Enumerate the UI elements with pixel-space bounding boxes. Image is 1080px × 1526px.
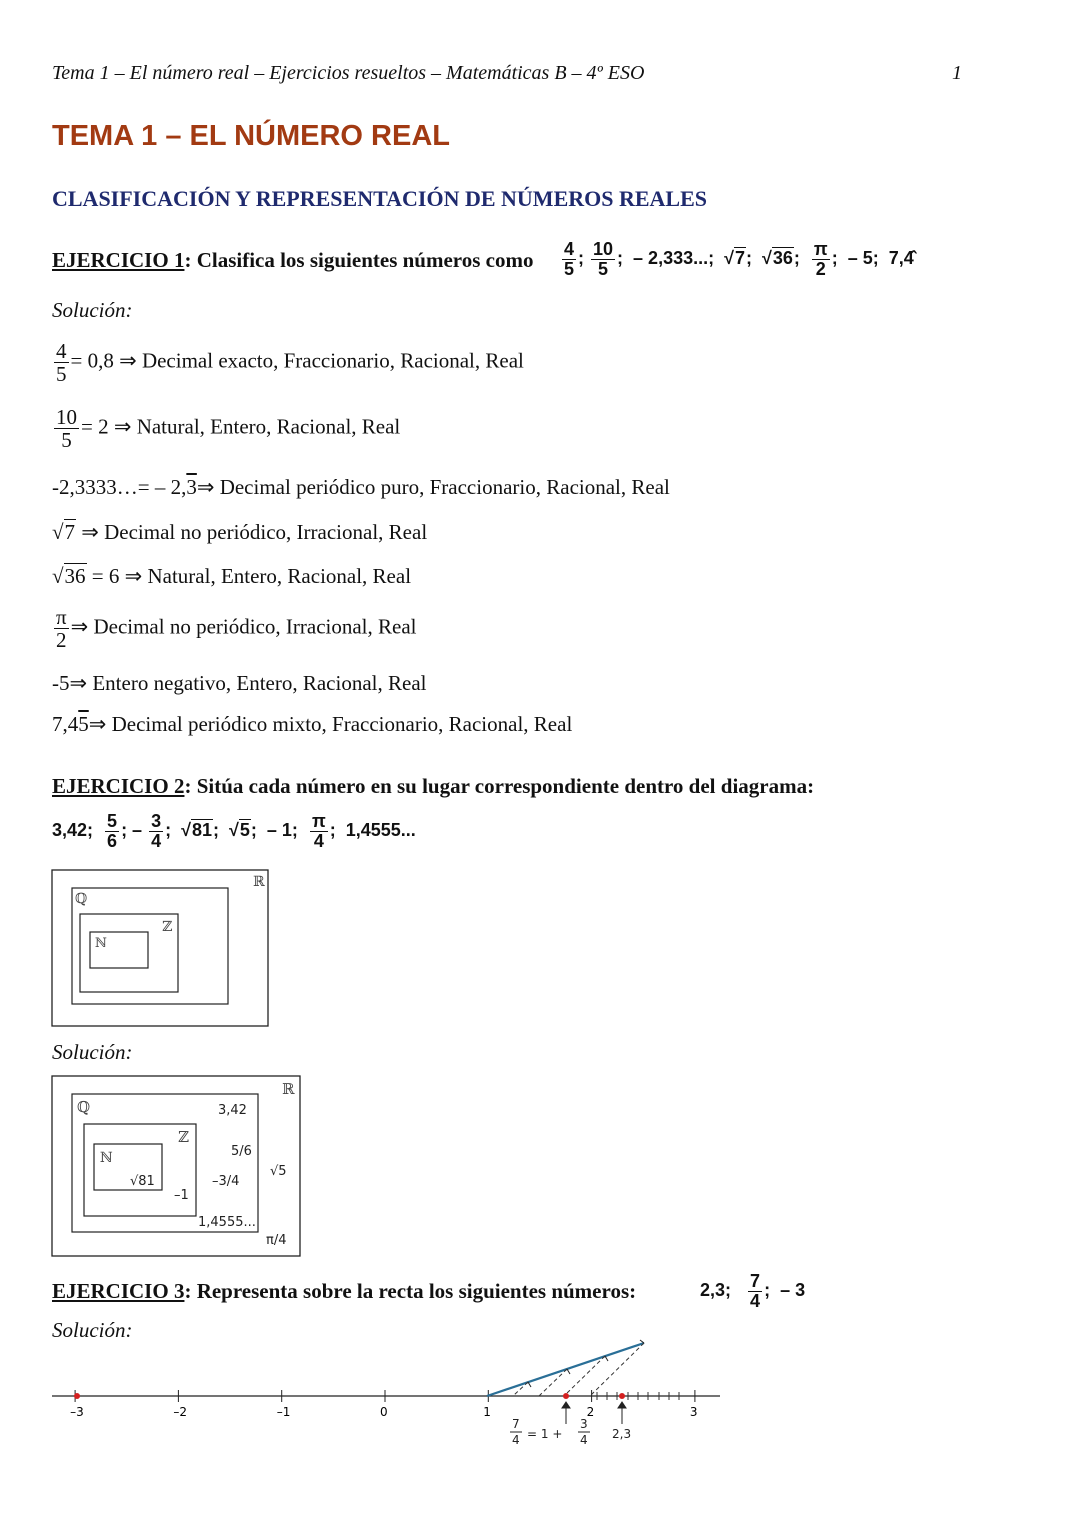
svg-text:3: 3 bbox=[580, 1417, 588, 1431]
point-2-3 bbox=[619, 1393, 625, 1399]
ex1-row-7: -5⇒ Entero negativo, Entero, Racional, Real bbox=[52, 671, 427, 695]
ex1-f1-den: 5 bbox=[564, 258, 575, 279]
tick-label-6: 3 bbox=[689, 1405, 698, 1419]
svg-text:7: 7 bbox=[512, 1417, 520, 1431]
exercise-2-statement bbox=[52, 774, 814, 799]
ex1-last: 7,4̂ bbox=[888, 248, 914, 269]
placed-pi-4: π/4 bbox=[266, 1233, 287, 1248]
exercise-3-label: EJERCICIO 3 bbox=[52, 1279, 185, 1303]
ex1-row-5: √36 = 6 ⇒ Natural, Entero, Racional, Real bbox=[52, 564, 412, 588]
ex1-f1-num: 4 bbox=[564, 239, 575, 259]
exercise-1-statement bbox=[52, 248, 533, 273]
ex1-f2-den: 5 bbox=[598, 258, 609, 279]
svg-text:ℕ: ℕ bbox=[100, 1150, 113, 1166]
tick-label-3: 0 bbox=[380, 1405, 388, 1419]
empty-set-diagram bbox=[50, 868, 272, 1030]
set-R-label: ℝ bbox=[253, 874, 265, 890]
construction-segment bbox=[487, 1343, 644, 1396]
tick-label-5: 2 bbox=[586, 1405, 595, 1419]
ex1-pi-num: π bbox=[813, 239, 828, 259]
exercise-1-label: EJERCICIO 1 bbox=[52, 248, 185, 272]
svg-text:ℚ: ℚ bbox=[77, 1098, 91, 1116]
placed-3-42: 3,42 bbox=[218, 1103, 247, 1118]
exercise-2-prompt: : Sitúa cada número en su lugar correspondiente dentro del diagrama: bbox=[184, 774, 815, 798]
ex1-pi-den: 2 bbox=[815, 258, 826, 279]
tick-label-4: 1 bbox=[483, 1405, 491, 1419]
svg-text:ℝ: ℝ bbox=[282, 1080, 295, 1098]
placed-minus-3-4: –3/4 bbox=[212, 1174, 240, 1189]
set-Z-label: ℤ bbox=[162, 919, 173, 935]
ex1-f2-num: 10 bbox=[593, 239, 614, 259]
placed-sqrt-5: √5 bbox=[270, 1164, 287, 1179]
point-7-4 bbox=[563, 1393, 569, 1399]
ex1-neg: – 5; bbox=[847, 248, 879, 269]
set-N-label: ℕ bbox=[95, 936, 107, 951]
label-2-3: 2,3 bbox=[612, 1427, 632, 1441]
svg-text:ℤ: ℤ bbox=[178, 1128, 189, 1146]
tick-label-1: –2 bbox=[173, 1405, 188, 1419]
solved-set-diagram bbox=[50, 1074, 304, 1260]
point-minus-3 bbox=[74, 1393, 80, 1399]
exercise-3-prompt: : Representa sobre la recta los siguientes números: bbox=[184, 1279, 637, 1303]
tick-label-0: –3 bbox=[70, 1405, 84, 1419]
page-number: 1 bbox=[952, 62, 962, 84]
tick-label-2: –1 bbox=[276, 1405, 291, 1419]
ex1-decimal: – 2,333...; bbox=[633, 248, 715, 269]
exercise-1-numbers: $\frac{4}{5}$ ; $\frac{10}{5}$ ; – 2,333...; √7; √36; $\frac{\pi}{2}$ ; – 5; 7,4̂ bbox=[564, 239, 914, 279]
number-line bbox=[0, 1330, 1080, 1460]
page-header: Tema 1 – El número real – Ejercicios resueltos – Matemáticas B – 4º ESO bbox=[52, 62, 645, 84]
page-title: TEMA 1 – EL NÚMERO REAL bbox=[52, 120, 450, 152]
svg-text:4: 4 bbox=[512, 1433, 520, 1447]
placed-5-6: 5/6 bbox=[231, 1144, 252, 1159]
ex1-sqrt7: 7 bbox=[735, 248, 746, 269]
ex1-row-8: 7,45⇒ Decimal periódico mixto, Fraccionario, Racional, Real bbox=[52, 712, 573, 736]
ex1-row-1: $\frac{4}{5}$ = 0,8 ⇒ Decimal exacto, Fraccionario, Racional, Real bbox=[56, 339, 524, 387]
ex1-row-6: $\frac{\pi}{2}$ ⇒ Decimal no periódico, Irracional, Real bbox=[56, 605, 417, 653]
ex1-row-3: -2,3333…= – 2,3⇒ Decimal periódico puro, Fraccionario, Racional, Real bbox=[52, 475, 670, 499]
placed-minus-1: –1 bbox=[174, 1188, 189, 1203]
ex1-row-2: $\frac{10}{5}$ = 2 ⇒ Natural, Entero, Racional, Real bbox=[56, 405, 401, 453]
exercise-3-statement bbox=[52, 1279, 636, 1304]
exercise-1-prompt: : Clasifica los siguientes números como bbox=[184, 248, 534, 272]
exercise-2-numbers: 3,42; $\frac{5}{6}$ ; – $\frac{3}{4}$ ; √81; √5; – 1; $\frac{\pi}{4}$ ; 1,4555... bbox=[52, 811, 416, 851]
section-title: CLASIFICACIÓN Y REPRESENTACIÓN DE NÚMEROS REALES bbox=[52, 186, 708, 211]
svg-text:= 1 +: = 1 + bbox=[527, 1427, 563, 1441]
exercise-2-label: EJERCICIO 2 bbox=[52, 774, 185, 798]
ex1-row-4: √7 ⇒ Decimal no periódico, Irracional, Real bbox=[52, 520, 428, 544]
placed-sqrt-81: √81 bbox=[130, 1174, 155, 1189]
exercise-3-solution-label: Solución: bbox=[52, 1318, 133, 1342]
set-Q-label: ℚ bbox=[75, 891, 88, 907]
svg-text:4: 4 bbox=[580, 1433, 588, 1447]
exercise-3-numbers: 2,3; $\frac{7}{4}$ ; – 3 bbox=[700, 1271, 806, 1311]
placed-1-4555: 1,4555... bbox=[198, 1215, 256, 1230]
exercise-1-solution-label: Solución: bbox=[52, 298, 133, 322]
exercise-2-solution-label: Solución: bbox=[52, 1040, 133, 1064]
ex1-sqrt36: 36 bbox=[772, 248, 793, 269]
